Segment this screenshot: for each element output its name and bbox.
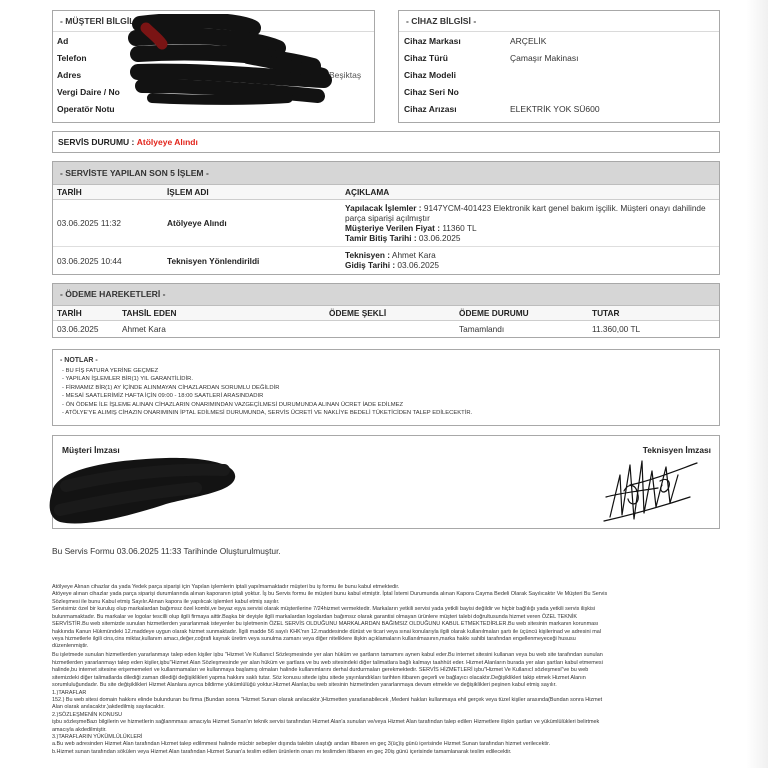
terms-line: Alan olarak anılacaktır.)akdedilmiş sayılacaktır. bbox=[52, 704, 165, 711]
table-row bbox=[53, 321, 719, 337]
table-row bbox=[53, 200, 719, 247]
payment-status: Tamamlandı bbox=[459, 324, 505, 334]
terms-line: düzenlenmiştir. bbox=[52, 643, 89, 650]
terms-line: Bu işletmede sunulan hizmetlerden yararlanmayı talep eden kişiler işbu "Hizmet Ve KullanıcI Sözleşmesinde yer alan hüküm ve şartların tamamını aynen kabul eder.Bu internet sitesini kullanan veya bu web site tarafından sunulan bbox=[52, 652, 603, 659]
terms-line: SERVİSTİR.Bu web sitemizde sunulan hizmetlerden yararlanmak isteyenler bu işletmenin ÖZEL SERVİS OLDUĞUNU MARKALARDAN BAĞIMSIZ OLDUĞUNU KABUL ETMEKTEDİRLER.Bu web sitesinin markanın korunması bbox=[52, 621, 599, 628]
field-label: Vergi Daire / No bbox=[57, 87, 120, 97]
detail-line bbox=[345, 250, 717, 260]
section-title: - ÖDEME HAREKETLERİ - bbox=[60, 289, 166, 299]
table-row bbox=[53, 247, 719, 274]
terms-line: hakkında Kanun Hükmündeki 12.maddeye uygun olarak hizmet sunmaktadır. İlgili madde 56 sayılı KHK'nın 12.maddesinde dürüst ve ticari veya sınai konularıyla ilgili olarak kullanılmaları şartı ile üçüncü kişilerinad ve adresini mal bbox=[52, 628, 601, 635]
service-status bbox=[58, 132, 198, 152]
column-header-date: TARİH bbox=[57, 308, 82, 318]
detail-label: Gidiş Tarihi : bbox=[345, 260, 396, 270]
field-label: Cihaz Türü bbox=[404, 53, 448, 63]
terms-line: Sözleşmesi ile bunu Kabul etmiş Sayılır.Alınan kapora ile yapılıcak işlemleri kabul etmiş sayılır. bbox=[52, 598, 280, 605]
column-header-description: AÇIKLAMA bbox=[345, 187, 390, 197]
terms-line: a.Bu web adresinden Hizmet Alan tarafından Hizmet talep edilmmesi halinde mücbir sebepler dışında talebin ulaştığı andan itibaren en geç 3(üç)iş günü içerisinde Hizmet Sunan tarafından hizmet verilecektir. bbox=[52, 741, 551, 748]
column-header-amount: TUTAR bbox=[592, 308, 620, 318]
technician-signature bbox=[600, 455, 700, 530]
operation-description bbox=[345, 203, 717, 243]
field-value: ARÇELİK bbox=[510, 36, 547, 46]
device-info-panel bbox=[398, 10, 720, 123]
page-edge-shadow bbox=[746, 0, 768, 768]
detail-line bbox=[345, 233, 717, 243]
field-label: Cihaz Modeli bbox=[404, 70, 456, 80]
terms-line: sitemizdeki diğer talimatlarda dilediği zaman dilediği değişiklikleri yapma hakkını saklı tutar. Söz konusu sitede işbu sitede yayınlandıkları tarihten itibaren geçerli ve bağlayıcı olacaktır.Değişiklikleri takip etmek Hizmet Alanın bbox=[52, 674, 586, 681]
field-label: Telefon bbox=[57, 53, 87, 63]
terms-line: sorumluluğundadır. Bu site değişiklikleri Hizmet Alanlara ayrıca bildirme yükümlülüğü yoktur.Hizmet Alanlar,bu web sitesinin hizmetinden yararlanmaya devam etmekle ve değişiklikleri peşinen kabul etmiş sayılır. bbox=[52, 682, 557, 689]
field-label: Cihaz Seri No bbox=[404, 87, 459, 97]
operation-date: 03.06.2025 11:32 bbox=[57, 218, 121, 228]
terms-line: halinde,bu internet sitesine erişememeleri ve kullanmamaları ve kullanmaya başlamış olmaları halinde kullanımlarını derhal durdurmaları gerekmektedir. SERVİS HİZMETLERİ işbu"Hizmet Ve KullanıcI sözleşmesi"ve bu web bbox=[52, 667, 589, 674]
notes-list bbox=[62, 367, 472, 417]
terms-heading: 2.)SÖZLEŞMENİN KONUSU bbox=[52, 711, 123, 718]
terms-line: işbu sözleşmeBazı bilgilerin ve hizmetlerin sağlanmması amacıyla Hizmet Sunan'ın teknik servisi tarafından Hizmet Alan'a sunulan ve/veya Hizmet Alan tarafından talep edilen Hizmetlere ilişkin şartları ve yükümlülükleri belirtmek bbox=[52, 719, 600, 726]
terms-heading: 1.)TARAFLAR bbox=[52, 689, 87, 696]
payment-date: 03.06.2025 bbox=[57, 324, 99, 334]
device-brand-row bbox=[399, 33, 719, 50]
note-item: - ATÖLYE'YE ALIMIŞ CİHAZIN ONARIMININ İPTAL EDİLMESİ DURUMUNDA, SERVİS ÜCRETİ VE NAKLİYE BEDELİ TÜKETİCİDEN TALEP EDİLECEKTİR. bbox=[62, 410, 473, 417]
customer-info-title: - MÜŞTERİ BİLGİLERİ - bbox=[60, 16, 155, 26]
divider bbox=[399, 31, 719, 32]
field-label: Ad bbox=[57, 36, 69, 46]
terms-line: hizmetlerden yararlanmayı talep eden kişiler,işbu"Hizmet Alan Sözleşmesinde yer alan hüküm ve şartlara ve bu web sitesindeki diğer talimatlara bağlı kalmayı taahhüt eder. Hizmet Alanların burada yer alan şartları kabul etmemesi bbox=[52, 659, 603, 666]
detail-line bbox=[345, 203, 717, 223]
column-header-operation: İŞLEM ADI bbox=[167, 187, 209, 197]
field-value: ELEKTRİK YOK SÜ600 bbox=[510, 104, 600, 114]
payment-collector: Ahmet Kara bbox=[122, 324, 166, 334]
service-status-label: SERVİS DURUMU : bbox=[58, 137, 135, 147]
terms-line: Atölyeye Alınan cihazlar da yada Yedek parça siparişi için Yapılan işlemlerin iptali yapılmamaktadır müşteri bu iş formu ile bunu kabul etmektedir. bbox=[52, 584, 400, 590]
technician-signature-label: Teknisyen İmzası bbox=[642, 445, 711, 455]
operation-date: 03.06.2025 10:44 bbox=[57, 255, 122, 266]
note-item: - FİRMAMIZ BİR(1) AY İÇİNDE ALINMAYAN CİHAZLARDAN SORUMLU DEĞİLDİR bbox=[62, 384, 280, 391]
detail-line bbox=[345, 260, 717, 270]
field-value: Beşiktaş bbox=[329, 70, 362, 80]
detail-line bbox=[345, 223, 717, 233]
customer-signature-label: Müşteri İmzası bbox=[62, 445, 120, 455]
terms-line: bulunmamaktadır. Bu markalar ve logolar tescilli olup ilgili firmaya aittir.Başka bir deyişle ilgili markalardan logolardan bağımsız olarak garantisi olmayan ürünlere müşteri talebi doğrultusunda hizmet veren ÖZEL TEKNİK bbox=[52, 613, 577, 620]
operation-name: Teknisyen Yönlendirildi bbox=[167, 255, 260, 266]
column-header-collector: TAHSİL EDEN bbox=[122, 308, 177, 318]
terms-line: 152.) Bu web sitesi domain hakkını elinde bulunduran bu firma (Bundan sonra "Hizmet Sunan olarak anılacaktır.)Hizmetten yararlanabilecek ,Medeni hakları kullanmaya ehil gerçek veya tüzel kişiler arasında(Bundan sonra Hizmet bbox=[52, 696, 603, 703]
field-value: Çamaşır Makinası bbox=[510, 53, 579, 63]
device-info-title: - CİHAZ BİLGİSİ - bbox=[406, 16, 477, 26]
terms-text bbox=[52, 584, 720, 766]
detail-label: Teknisyen : bbox=[345, 250, 391, 260]
form-created-note: Bu Servis Formu 03.06.2025 11:33 Tarihinde Oluşturulmuştur. bbox=[52, 546, 281, 556]
service-status-bar bbox=[52, 131, 720, 153]
terms-line: Atöyeye alınan cihazlar yada parça siparişi durumlarında alınan kaporanın iptali yoktur. İş bu Servis formu ile müşteri bunu kabul etmiştir. İptal İstemi Durumunda alınan Kapora Cayma Bedeli Olarak Sayılıcaktır Ve Müşteri Bu Servis bbox=[52, 591, 608, 598]
operation-name: Atölyeye Alındı bbox=[167, 218, 227, 228]
customer-signature-redaction bbox=[46, 452, 241, 530]
detail-label: Müşteriye Verilen Fiyat : bbox=[345, 223, 440, 233]
notes-title: - NOTLAR - bbox=[60, 357, 98, 364]
detail-label: Tamir Bitiş Tarihi : bbox=[345, 233, 417, 243]
column-header-method: ÖDEME ŞEKLİ bbox=[329, 308, 387, 318]
operation-description bbox=[345, 250, 717, 270]
detail-label: Yapılacak İşlemler : bbox=[345, 203, 422, 213]
section-header bbox=[53, 284, 719, 306]
service-status-value: Atölyeye Alındı bbox=[136, 137, 198, 147]
table-header bbox=[53, 306, 719, 321]
device-serial-row bbox=[399, 84, 719, 101]
notes-panel bbox=[52, 349, 720, 426]
redaction-mark bbox=[128, 14, 368, 106]
operations-section bbox=[52, 161, 720, 275]
payment-amount: 11.360,00 TL bbox=[592, 324, 641, 334]
terms-line: b.Hizmet sunan tarafından sökülen veya Hizmet Alan tarafından Hizmet Sunan'a teslim edilen ürünlerin onarı mı teslimden itibaren en geç 20iş günü içerisinde tamamlanarak teslim edilecektir. bbox=[52, 748, 512, 755]
detail-text: 03.06.2025 bbox=[418, 233, 461, 243]
column-header-status: ÖDEME DURUMU bbox=[459, 308, 529, 318]
note-item: - ÖN ÖDEME İLE İŞLEME ALINAN CİHAZLARIN ONARIMINDAN VAZGEÇİLMESİ DURUMUNDA ALINAN ÜCRET İADE EDİLMEZ bbox=[62, 401, 404, 408]
field-label: Cihaz Arızası bbox=[404, 104, 457, 114]
note-item: - YAPILAN İŞLEMLER BİR(1) YIL GARANTİLİDİR. bbox=[62, 376, 193, 383]
table-header bbox=[53, 185, 719, 200]
device-type-row bbox=[399, 50, 719, 67]
terms-line: veya hizmetlerle ilgili cins,cins miktar,kullanım amacı,değer,coğrafi kaynak üretim veya sunulma zamanı veya diğer niteliklere ilişkin açıklamaların kullanılmasının,marka hakkı sahibi tarafından engellenmeyeceği hususu bbox=[52, 635, 576, 642]
detail-text: 03.06.2025 bbox=[397, 260, 439, 270]
field-label: Cihaz Markası bbox=[404, 36, 461, 46]
device-model-row bbox=[399, 67, 719, 84]
detail-text: 9147YCM-401423 Elektronik kart genel bakım işçilik. Müşteri onayı dahilinde parça siparişi açılmıştır bbox=[345, 203, 706, 223]
section-title: - SERVİSTE YAPILAN SON 5 İŞLEM - bbox=[60, 168, 209, 178]
section-header bbox=[53, 162, 719, 185]
field-label: Adres bbox=[57, 70, 82, 80]
device-fault-row bbox=[399, 101, 719, 118]
detail-text: 11360 TL bbox=[442, 223, 477, 233]
terms-line: Servisimiz özel bir kuruluş olup markalardan bağımsız özel kombi,ve beyaz eşya servisi olarak müşterilerine 7/24hizmet vermektedir. Markaların yetkili servisi yada yetkili bayisi değildir ve hiçbir bağlılığı yada yetkili servis ilişkisi bbox=[52, 606, 596, 613]
note-item: - BU FİŞ FATURA YERİNE GEÇMEZ bbox=[62, 368, 159, 374]
note-item: - MESAİ SAATLERİMİZ HAFTA İÇİN 09:00 - 18:00 SAATLERİ ARASINDADIR bbox=[62, 393, 264, 400]
column-header-date: TARİH bbox=[57, 187, 82, 197]
detail-text: Ahmet Kara bbox=[391, 250, 436, 260]
field-label: Operatör Notu bbox=[57, 104, 115, 114]
terms-heading: 3.)TARAFLARIN YÜKÜMLÜLÜKLERİ bbox=[52, 734, 143, 741]
terms-line: amacıyla akdedilmiştir. bbox=[52, 726, 107, 733]
payments-section bbox=[52, 283, 720, 338]
